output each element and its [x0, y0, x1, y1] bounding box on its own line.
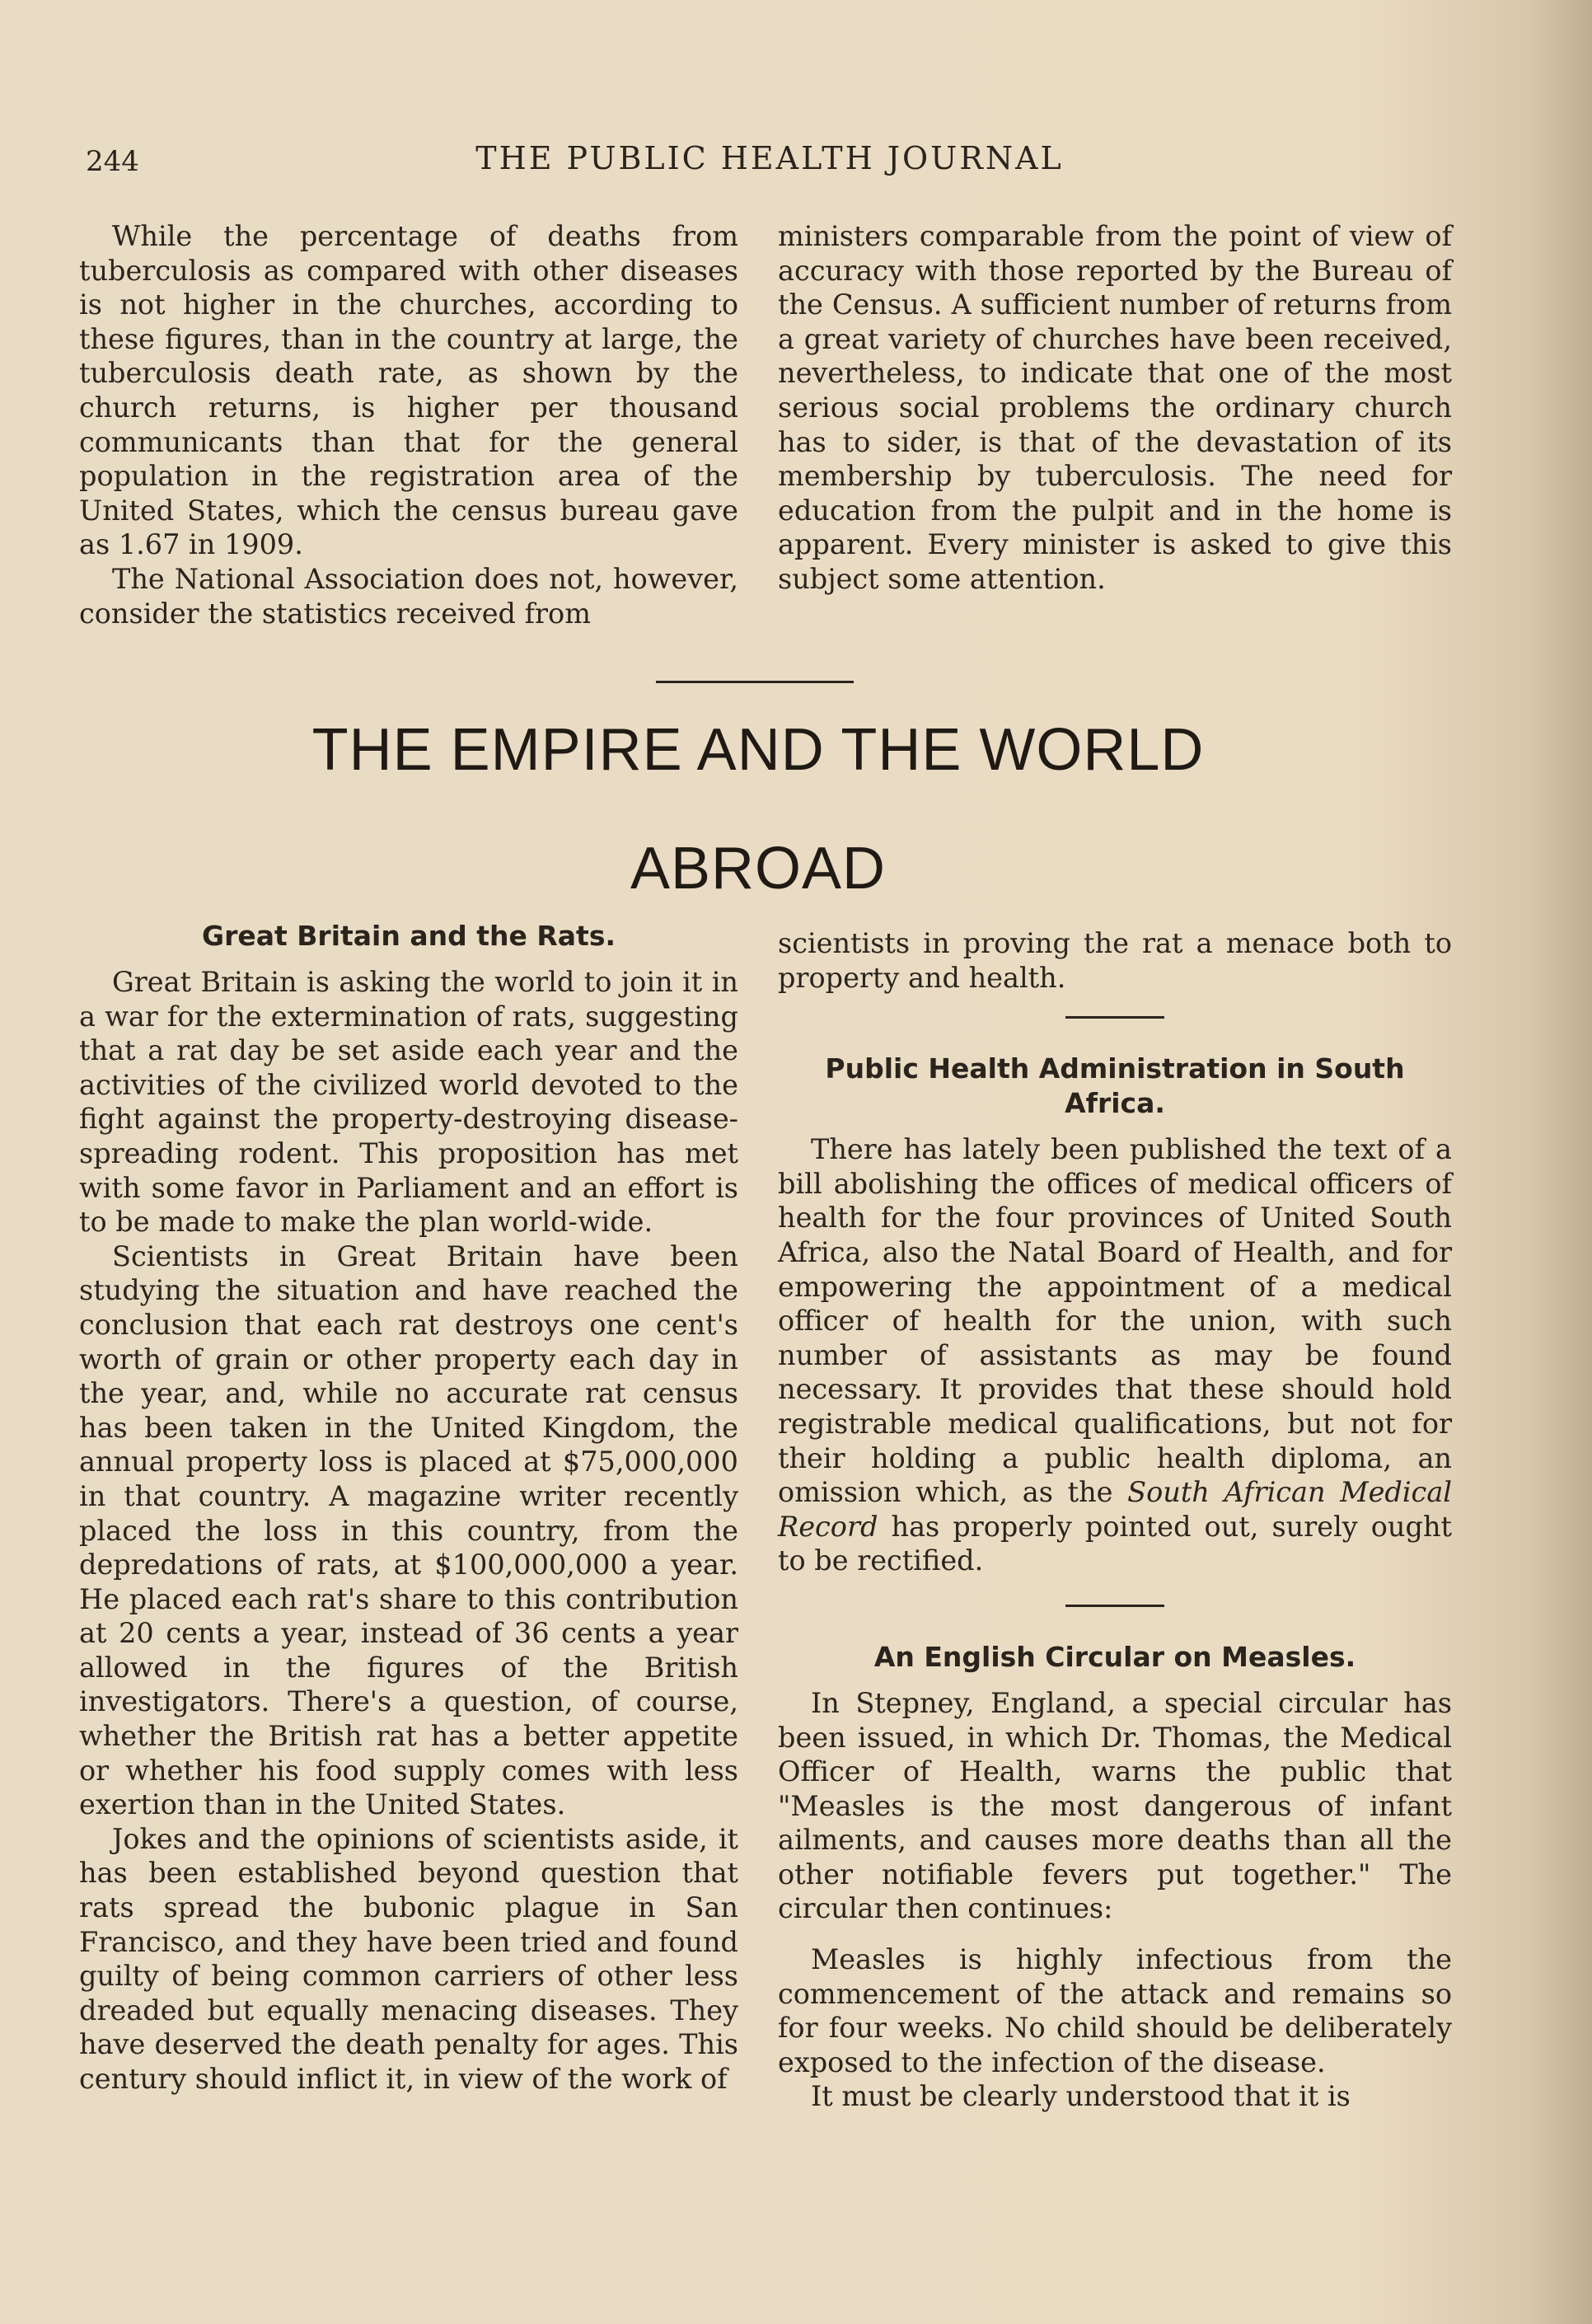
rats-article-continuation: scientists in proving the rat a menace both to property and health. [778, 927, 1452, 994]
section-title [99, 691, 1417, 928]
top-article-right-column [778, 219, 1452, 597]
paragraph: It must be clearly understood that it is [811, 2080, 1351, 2113]
running-head [86, 140, 1454, 190]
article-divider [1065, 1605, 1164, 1607]
paragraph: Jokes and the opinions of scientists aside, it has been established beyond question that rats spread the bubonic plague in San Francisco, and they have been tried and found guilty of being common carriers of other less dreaded but equally menacing diseases. They have deserved the death penalty for ages. This century should inflict it, in view of the work of [79, 1822, 738, 2095]
rats-article [79, 919, 738, 2097]
section-divider [656, 681, 854, 683]
paragraph: ministers comparable from the point of view of accuracy with those reported by the Bureau of the Census. A sufficient number of returns from a great variety of churches have been received, nevertheless, to indicate that one of the most serious social problems the ordinary church has to sider, is that of the devastation of its membership by tuberculosis. The need for education from the pulpit and in the home is apparent. Every minister is asked to give this subject some attention. [778, 220, 1452, 595]
section-title-line2: ABROAD [630, 836, 887, 902]
paragraph: There has lately been published the text of a bill abolishing the offices of medical officers of health for the four provinces of United South Africa, also the Natal Board of Health, and for empowering the appointment of a medical officer of health for the union, with such number of assistants as may be found necessary. It provides that these should hold registrable medical qualifications, but not for their holding a public health diploma, an omission which, as the South African Medical Record has properly pointed out, surely ought to be rectified. [778, 1133, 1453, 1577]
article-heading: An English Circular on Measles. [873, 1640, 1356, 1673]
top-article-left-column [79, 219, 738, 630]
article-heading: Great Britain and the Rats. [202, 920, 616, 952]
article-divider [1065, 1016, 1164, 1019]
paragraph: Scientists in Great Britain have been studying the situation and have reached the conclusion that each rat destroys one cent's worth of grain or other property each day in the year, and, while no accurate rat census has been taken in the United Kingdom, the annual property loss is placed at $75,000,000 in that country. A magazine writer recently placed the loss in this country, from the depredations of rats, at $100,000,000 a year. He placed each rat's share to this contribution at 20 cents a year, instead of 36 cents a year allowed in the figures of the British investigators. There's a question, of course, whether the British rat has a better appetite or whether his food supply comes with less exertion than in the United States. [79, 1239, 738, 1821]
page-number: 244 [86, 145, 139, 178]
article-heading: Public Health Administration in South Africa. [825, 1052, 1405, 1120]
paragraph: Great Britain is asking the world to join it in a war for the extermination of rats, suggesting that a rat day be set aside each year and the activities of the civilized world devoted to the fight against the property-destroying disease-spreading rodent. This proposition has met with some favor in Parliament and an effort is to be made to make the plan world-wide. [79, 966, 738, 1239]
paragraph: The National Association does not, however, consider the statistics received from [79, 562, 738, 630]
journal-name: South African Medical Record [778, 1476, 1453, 1543]
section-title-line1: THE EMPIRE AND THE WORLD [311, 717, 1205, 783]
paragraph: Measles is highly infectious from the commencement of the attack and remains so for four weeks. No child should be deliberately exposed to the infection of the disease. [778, 1943, 1452, 2078]
paragraph: While the percentage of deaths from tuberculosis as compared with other diseases is not higher in the churches, according to these figures, than in the country at large, the tuberculosis death rate, as shown by the church returns, is higher per thousand communicants than that for the general population in the registration area of the United States, which the census bureau gave as 1.67 in 1909. [79, 220, 738, 561]
journal-title: THE PUBLIC HEALTH JOURNAL [475, 140, 1064, 176]
right-bottom-column [778, 926, 1452, 2114]
paragraph: In Stepney, England, a special circular has been issued, in which Dr. Thomas, the Medical Officer of Health, warns the public that "Measles is the most dangerous of infant ailments, and causes more deaths than all the other notifiable fevers put together." The circular then continues: [778, 1686, 1452, 1925]
